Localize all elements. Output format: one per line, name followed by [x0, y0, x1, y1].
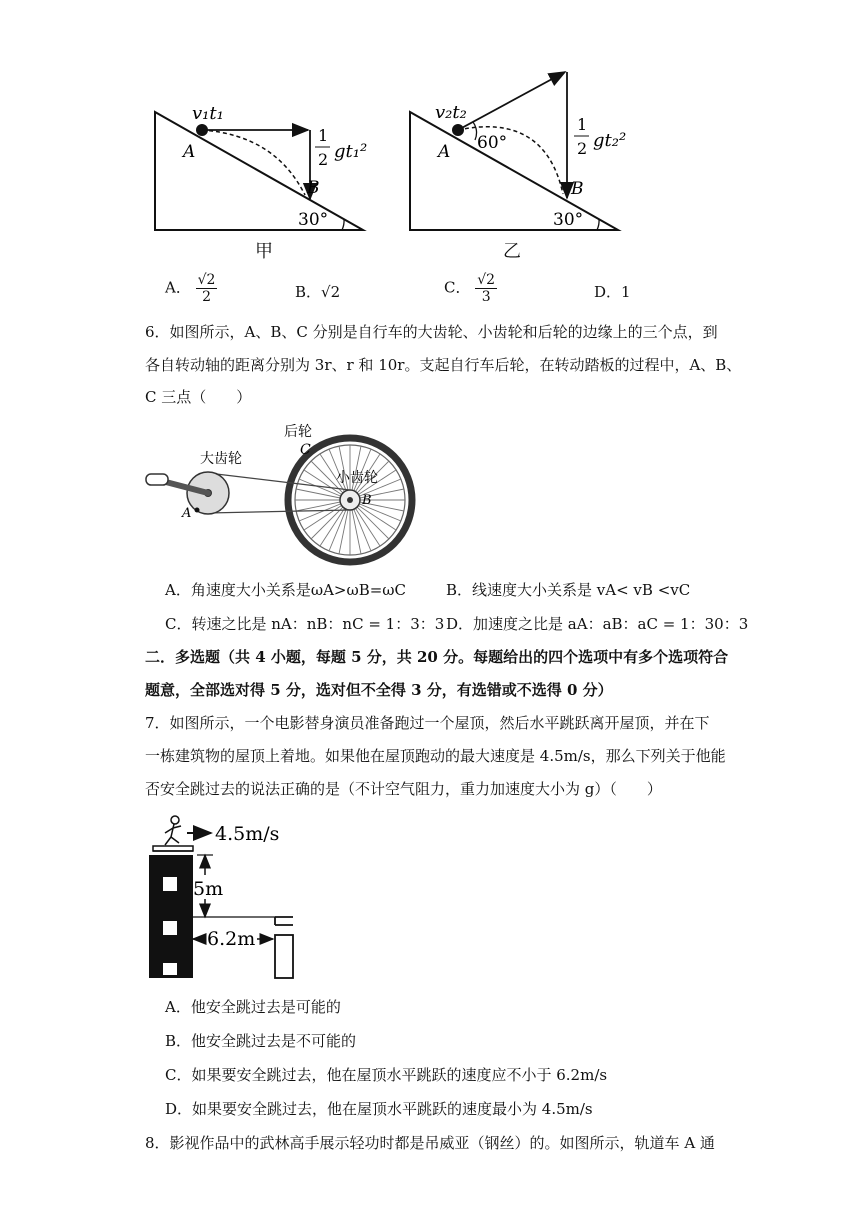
- label-b: B: [362, 493, 372, 508]
- q5-option-b: B．√2: [295, 283, 341, 301]
- chain-bottom: [208, 510, 350, 513]
- label-a: A: [438, 142, 451, 162]
- label-big: 大齿轮: [200, 451, 242, 467]
- q5-option-d: D．1: [594, 283, 631, 301]
- q6-option-c: C．转速之比是 nA：nB：nC = 1：3：3: [165, 615, 445, 633]
- q6-line-1: 6．如图所示，A、B、C 分别是自行车的大齿轮、小齿轮和后轮的边缘上的三个点，到: [145, 323, 718, 341]
- label-angle: 30°: [298, 210, 329, 230]
- label-g-term: gt₂²: [593, 130, 627, 151]
- caption-yi: 乙: [503, 241, 521, 262]
- rooftop-jump-figure: [145, 813, 310, 983]
- building-right: [275, 935, 293, 978]
- label-g-term: gt₁²: [334, 141, 368, 162]
- q6-line-2: 各自转动轴的距离分别为 3r、r 和 10r。支起自行车后轮，在转动踏板的过程中，A、B、: [145, 356, 742, 374]
- label-g-num: 1: [577, 115, 588, 134]
- label-60: 60°: [477, 133, 508, 153]
- q6-option-b: B．线速度大小关系是 vA< vB <vC: [446, 581, 691, 599]
- label-v: v₁t₁: [192, 103, 224, 124]
- label-b: B: [307, 178, 320, 198]
- caption-jia: 甲: [255, 241, 273, 262]
- label-a: A: [183, 142, 196, 162]
- label-height: 5m: [193, 878, 224, 900]
- q8-line-1: 8．影视作品中的武林高手展示轻功时都是吊威亚（钢丝）的。如图所示，轨道车 A 通: [145, 1134, 715, 1152]
- q6-option-a: A．角速度大小关系是ωA>ωB=ωC: [165, 581, 406, 599]
- trajectory-dashed: [458, 127, 563, 194]
- q6-line-3: C 三点（ ）: [145, 388, 252, 406]
- label-rear: 后轮: [284, 424, 312, 440]
- q7-option-c: C．如果要安全跳过去，他在屋顶水平跳跃的速度应不小于 6.2m/s: [165, 1066, 608, 1084]
- bicycle-figure: [140, 418, 420, 578]
- label-v: v₂t₂: [435, 102, 467, 123]
- section2-line-1: 二．多选题（共 4 小题，每题 5 分，共 20 分。每题给出的四个选项中有多个选项符合: [145, 648, 729, 666]
- q7-line-2: 一栋建筑物的屋顶上着地。如果他在屋顶跑动的最大速度是 4.5m/s，那么下列关于他能: [145, 747, 726, 765]
- angle-arc-60: [473, 122, 477, 140]
- slant-arrow: [458, 72, 565, 130]
- point-a: [195, 508, 200, 513]
- angle-arc: [342, 219, 344, 230]
- label-g-den: 2: [318, 150, 329, 169]
- option-label: A．: [165, 278, 191, 297]
- q7-option-d: D．如果要安全跳过去，他在屋顶水平跳跃的速度最小为 4.5m/s: [165, 1100, 593, 1118]
- q6-option-d: D．加速度之比是 aA：aB：aC = 1：30：3: [446, 615, 749, 633]
- label-angle: 30°: [553, 210, 584, 230]
- label-g-num: 1: [318, 126, 329, 145]
- label-g-den: 2: [577, 139, 588, 158]
- chain-top: [208, 473, 350, 490]
- q7-line-1: 7．如图所示，一个电影替身演员准备跑过一个屋顶，然后水平跳跃离开屋顶，并在下: [145, 714, 710, 732]
- label-a: A: [182, 506, 192, 521]
- q7-option-b: B．他安全跳过去是不可能的: [165, 1032, 357, 1050]
- runner-icon: [165, 816, 181, 845]
- q7-option-a: A．他安全跳过去是可能的: [165, 998, 341, 1016]
- angle-arc: [597, 219, 599, 230]
- section2-line-2: 题意，全部选对得 5 分，选对但不全得 3 分，有选错或不选得 0 分）: [145, 681, 613, 699]
- label-speed: 4.5m/s: [215, 823, 280, 845]
- q5-option-c: C． $\frac{√2}{3}$: [444, 272, 496, 305]
- label-c: C: [300, 442, 311, 458]
- figure-yi: [405, 62, 630, 270]
- label-gap: 6.2m: [207, 928, 256, 950]
- building-left: [149, 855, 193, 978]
- pedal: [146, 474, 168, 485]
- label-small: 小齿轮: [336, 470, 378, 486]
- q5-option-a: A． $\frac{√2}{2}$: [165, 272, 216, 305]
- label-b: B: [571, 179, 584, 199]
- trajectory-dashed: [202, 130, 305, 195]
- q7-line-3: 否安全跳过去的说法正确的是（不计空气阻力，重力加速度大小为 g）（ ）: [145, 780, 662, 798]
